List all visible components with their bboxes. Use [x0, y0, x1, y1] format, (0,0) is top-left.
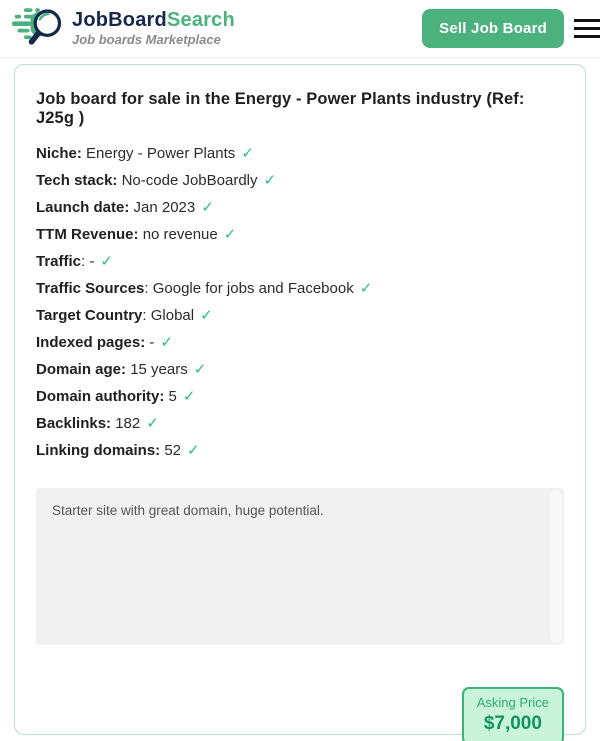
asking-price-label: Asking Price	[476, 695, 549, 710]
listing-card	[14, 64, 586, 735]
check-icon: ✓	[200, 307, 213, 324]
attr-row-linking-domains	[36, 442, 564, 460]
check-icon: ✓	[263, 172, 277, 189]
check-icon: ✓	[146, 415, 159, 432]
check-icon: ✓	[201, 199, 214, 216]
description-text: Starter site with great domain, huge potential.	[52, 503, 324, 518]
attr-row-niche	[36, 145, 564, 163]
check-icon: ✓	[223, 226, 237, 243]
attr-row-target-country	[36, 307, 564, 325]
attr-value: 182	[115, 415, 141, 432]
check-icon: ✓	[100, 253, 113, 270]
attr-row-traffic	[36, 253, 564, 271]
attr-label: Target Country	[36, 307, 143, 324]
attr-label: Backlinks:	[36, 415, 116, 432]
logo[interactable]	[10, 3, 235, 54]
attr-value: 52	[164, 442, 182, 459]
check-icon: ✓	[187, 442, 200, 459]
attr-row-backlinks	[36, 415, 564, 433]
attr-value: no revenue	[142, 226, 218, 243]
attr-label: Traffic Sources	[36, 280, 145, 297]
listing-title: Job board for sale in the Energy - Power Plants industry (Ref: J25g )	[36, 90, 525, 127]
attr-row-tech-stack	[36, 172, 564, 190]
asking-price-value: $7,000	[483, 712, 542, 734]
check-icon: ✓	[182, 388, 196, 405]
attr-row-traffic-sources	[36, 280, 564, 298]
description-textarea[interactable]	[36, 488, 564, 645]
brand-name: JobBoardSearch	[72, 9, 235, 32]
attr-label: Indexed pages:	[36, 334, 150, 351]
attr-label: Niche:	[36, 145, 87, 162]
attr-row-launch-date	[36, 199, 564, 217]
attr-row-domain-authority	[36, 388, 564, 406]
attr-value: 15 years	[130, 361, 188, 378]
attr-value: : Global	[142, 307, 195, 324]
brand-tagline: Job boards Marketplace	[72, 32, 221, 48]
check-icon: ✓	[241, 145, 254, 162]
check-icon: ✓	[359, 280, 373, 297]
attr-value: Jan 2023	[133, 199, 196, 216]
top-navbar	[0, 0, 600, 58]
attr-value: Energy - Power Plants	[86, 145, 236, 162]
attr-value: 5	[168, 388, 177, 405]
attr-value: : Google for jobs and Facebook	[144, 280, 354, 297]
attr-label: Domain authority:	[36, 388, 169, 405]
attr-label: Linking domains:	[36, 442, 165, 459]
attr-row-indexed-pages	[36, 334, 564, 352]
attr-label: Traffic	[36, 253, 82, 270]
attr-row-ttm-revenue	[36, 226, 564, 244]
attr-label: TTM Revenue:	[36, 226, 143, 243]
attr-value: No-code JobBoardly	[121, 172, 258, 189]
attr-label: Tech stack:	[36, 172, 122, 189]
attr-label: Launch date:	[36, 199, 134, 216]
attr-value: : -	[81, 253, 95, 270]
attr-label: Domain age:	[36, 361, 131, 378]
hamburger-menu-icon[interactable]	[574, 19, 600, 38]
logo-magnifier-icon	[10, 3, 66, 54]
textarea-scrollbar[interactable]	[550, 490, 562, 643]
check-icon: ✓	[193, 361, 207, 378]
sell-job-board-button[interactable]: Sell Job Board	[422, 9, 564, 48]
asking-price-badge	[462, 687, 564, 741]
attr-value: -	[149, 334, 155, 351]
check-icon: ✓	[160, 334, 173, 351]
attr-row-domain-age	[36, 361, 564, 379]
